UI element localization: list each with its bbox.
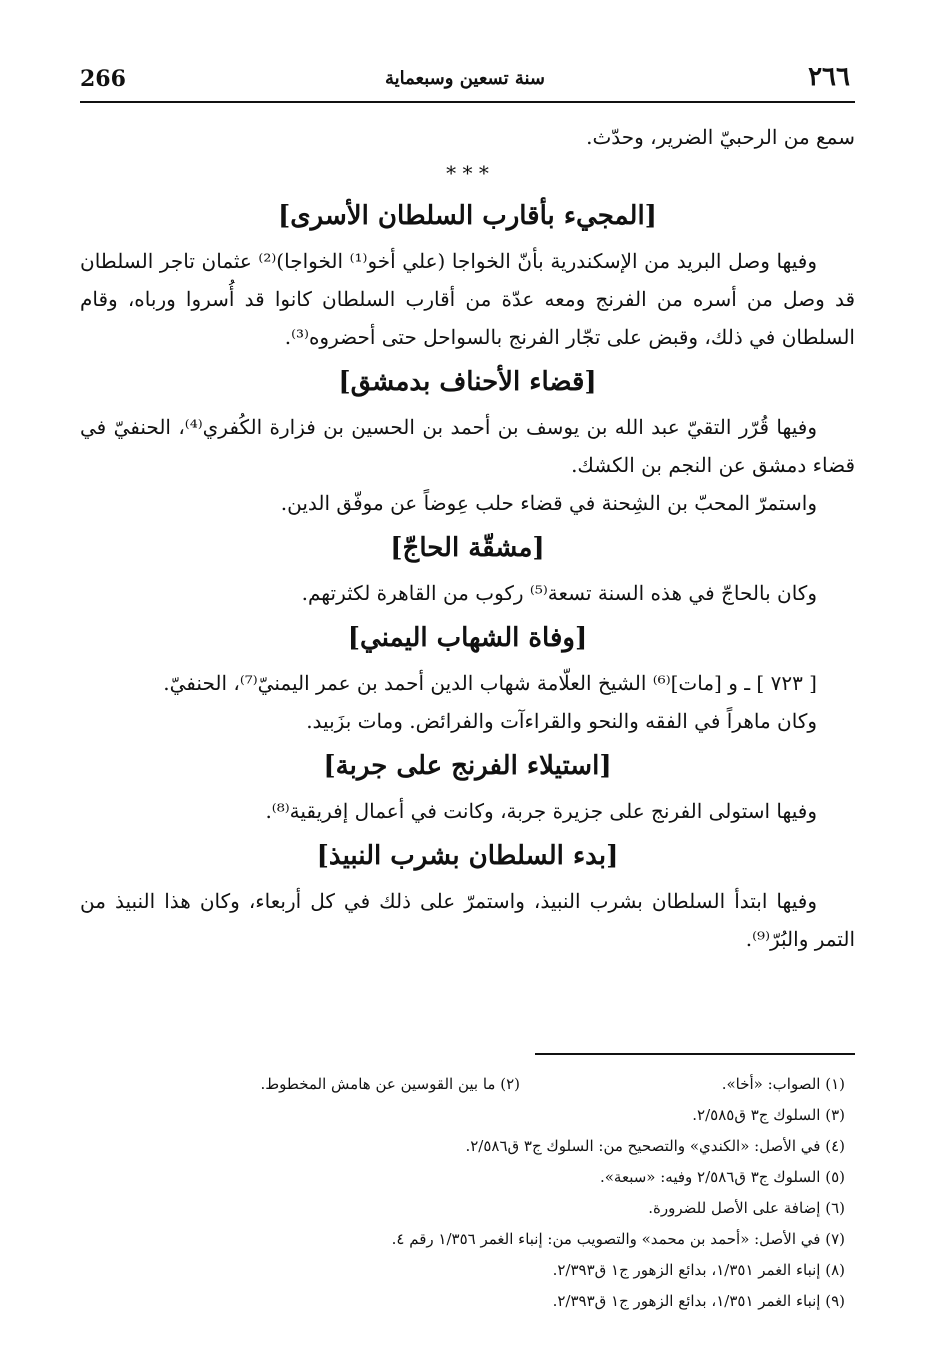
footnotes: [80, 1068, 845, 1316]
footnote: (٩) إنباء الغمر ١/٣٥١، بدائع الزهور ج١ ق٢/٣٩٣.: [552, 1291, 845, 1310]
section-heading: [بدء السلطان بشرب النبيذ]: [316, 841, 619, 871]
footnote-row: [80, 1192, 845, 1223]
paragraph: وفيها قُرّر التقيّ عبد الله بن يوسف بن أحمد بن الحسين بن فزارة الكُفري⁽⁴⁾، الحنفيّ في قضاء دمشق عن النجم بن الكشك.: [80, 415, 855, 477]
paragraph: وكان ماهراً في الفقه والنحو والقراءآت والفرائض. ومات بزَبيد.: [306, 709, 817, 733]
footnote-row: [80, 1068, 845, 1099]
running-title: سنة تسعين وسبعماية: [384, 68, 546, 89]
footnote-rule: [535, 1053, 855, 1055]
footnote: (٨) إنباء الغمر ١/٣٥١، بدائع الزهور ج١ ق٢/٣٩٣.: [552, 1260, 845, 1279]
footnote-row: [80, 1161, 845, 1192]
paragraph: وفيها ابتدأ السلطان بشرب النبيذ، واستمرّ على ذلك في كل أربعاء، وكان هذا النبيذ من التمر والبُرّ⁽⁹⁾.: [80, 889, 855, 951]
header-rule: [80, 101, 855, 103]
paragraph: وفيها وصل البريد من الإسكندرية بأنّ الخواجا (علي أخو⁽¹⁾ الخواجا)⁽²⁾ عثمان تاجر السلطان قد وصل من أسره من الفرنج ومعه عدّة من أقارب السلطان كانوا قد أُسروا ورباه، وقام السلطان في ذلك، وقبض على تجّار الفرنج بالسواحل حتى أحضروه⁽³⁾.: [80, 249, 855, 349]
footnote: (٥) السلوك ج٣ ق٢/٥٨٦ وفيه: «سبعة».: [599, 1167, 845, 1186]
main-text: [80, 118, 855, 958]
section-heading: [مشقّة الحاجّ]: [390, 533, 545, 563]
page-header: [80, 60, 850, 100]
footnote: (٤) في الأصل: «الكندي» والتصحيح من: السلوك ج٣ ق٢/٥٨٦.: [465, 1136, 845, 1155]
page-number-arabic: ٢٦٦: [808, 62, 850, 92]
section-heading: [وفاة الشهاب اليمني]: [347, 623, 588, 653]
paragraph: [ ٧٢٣ ] ـ و [مات]⁽⁶⁾ الشيخ العلّامة شهاب الدين أحمد بن عمر اليمنيّ⁽⁷⁾، الحنفيّ.: [163, 671, 817, 695]
footnote-row: [80, 1285, 845, 1316]
footnote: (٦) إضافة على الأصل للضرورة.: [648, 1198, 845, 1217]
footnote-row: [80, 1254, 845, 1285]
footnote-row: [80, 1099, 845, 1130]
paragraph: واستمرّ المحبّ بن الشِحنة في قضاء حلب عِوضاً عن موفّق الدين.: [280, 491, 817, 515]
paragraph: وكان بالحاجّ في هذه السنة تسعة⁽⁵⁾ ركوب من القاهرة لكثرتهم.: [301, 581, 817, 605]
footnote-row: [80, 1223, 845, 1254]
section-heading: [استيلاء الفرنج على جربة]: [323, 751, 612, 781]
intro-line: سمع من الرحبيّ الضرير، وحدّث.: [586, 125, 855, 149]
paragraph: وفيها استولى الفرنج على جزيرة جربة، وكانت في أعمال إفريقية⁽⁸⁾.: [265, 799, 817, 823]
section-separator: * * *: [446, 161, 489, 185]
footnote-row: [80, 1130, 845, 1161]
section-heading: [قضاء الأحناف بدمشق]: [338, 367, 597, 397]
footnote: (٧) في الأصل: «أحمد بن محمد» والتصويب من: إنباء الغمر ١/٣٥٦ رقم ٤.: [391, 1229, 845, 1248]
footnote: (١) الصواب: «أخا».: [721, 1074, 845, 1093]
section-heading: [المجيء بأقارب السلطان الأسرى]: [278, 201, 657, 231]
footnote: (٢) ما بين القوسين عن هامش المخطوط.: [260, 1074, 520, 1093]
footnote: (٣) السلوك ج٣ ق٢/٥٨٥.: [692, 1105, 845, 1124]
page-number-latin: 266: [80, 66, 126, 92]
